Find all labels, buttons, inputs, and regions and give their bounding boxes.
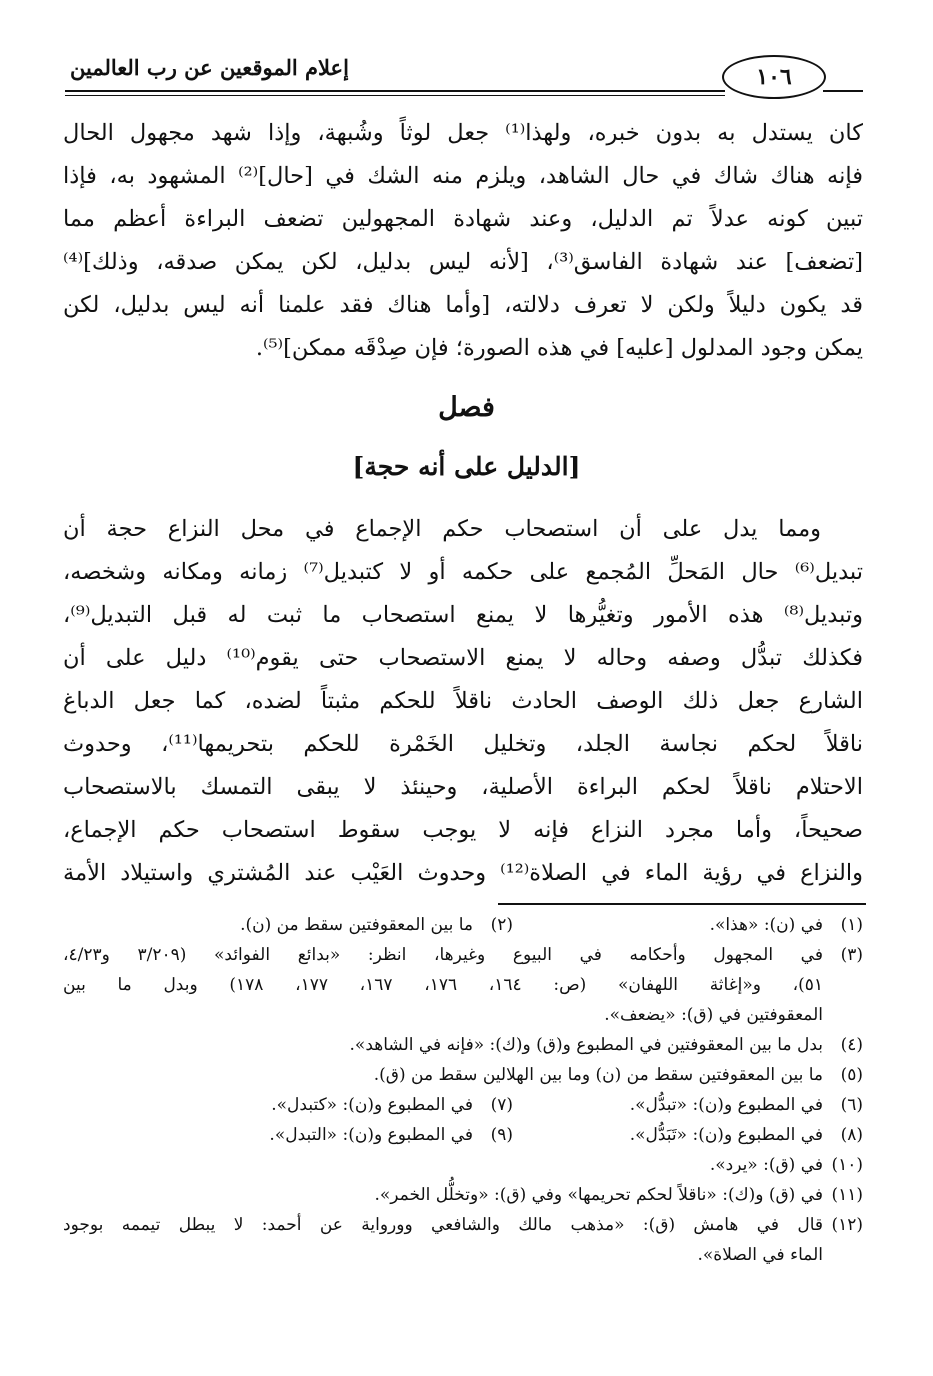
text-line: فكذلك تبدُّل وصفه وحاله لا يمنع الاستصحاب حتى يقوم⁽¹⁰⁾ دليل على أن [63, 645, 863, 671]
footnote-number: (٤) [840, 1035, 863, 1055]
footnote-text: قال في هامش (ق): «مذهب مالك والشافعي وورواية عن أحمد: لا يبطل تيممه بوجود [63, 1215, 823, 1235]
text-line: قد يكون دليلاً ولكن لا تعرف دلالته، [وأما هناك فقد علمنا أنه ليس بدليل، لكن [63, 292, 863, 318]
section-title: فصل [438, 392, 495, 423]
footnote-number: (١) [840, 915, 863, 935]
header-rule-thin [65, 95, 725, 96]
page-number: ١٠٦ [756, 64, 792, 90]
footnote-number: (٧) [490, 1095, 513, 1115]
footnote-6 [513, 1090, 863, 1120]
text-line: الاحتلام ناقلاً لحكم البراءة الأصلية، وحينئذ لا يبقى التمسك بالاستصحاب [63, 774, 863, 800]
footnote-number: (١٠) [831, 1155, 863, 1175]
footnote-text: في (ق) و(ك): «ناقلاً لحكم تحريمها» وفي (ق): «وتخلُّل الخمر». [374, 1185, 823, 1205]
footnote-2 [240, 910, 513, 940]
footnote-12 [63, 1210, 863, 1240]
footnotes [63, 910, 863, 1270]
footnote-text: في المطبوع و(ن): «تبدُّل». [629, 1095, 823, 1115]
footnote-continuation: ٥١)، و«إغاثة اللهفان» (ص: ١٦٤، ١٧٦، ١٦٧، ١٧٧، ١٧٨) وبدل ما بين [63, 975, 824, 995]
text-line: تبين كونه عدلاً تم الدليل، وعند شهادة المجهولين تضعف البراءة أعظم مما [63, 206, 863, 232]
footnote-5 [63, 1060, 863, 1090]
paragraph-1 [63, 112, 863, 370]
footnote-continuation: الماء في الصلاة». [697, 1245, 823, 1265]
paragraph-2 [63, 508, 863, 895]
footnote-number: (٣) [840, 945, 863, 965]
footnote-row [63, 1120, 863, 1150]
footnote-text: ما بين المعقوفتين سقط من (ن) وما بين الهلالين سقط من (ق). [373, 1065, 823, 1085]
text-line: كان يستدل به بدون خبره، ولهذا⁽¹⁾ جعل لوثاً وشُبهة، وإذا شهد مجهول الحال [63, 120, 863, 146]
footnote-number: (١١) [831, 1185, 863, 1205]
text-line: الشارع جعل ذلك الوصف الحادث ناقلاً للحكم مثبتاً لضده، كما جعل الدباغ [63, 688, 863, 714]
text-line: [تضعف] عند شهادة الفاسق⁽³⁾، [لأنه ليس بدليل، لكن يمكن صدقه، وذلك]⁽⁴⁾ [63, 249, 863, 275]
footnote-separator [498, 903, 866, 905]
footnote-text: في (ن): «هذا». [709, 915, 823, 935]
text-line: وتبديل⁽⁸⁾ هذه الأمور وتغيُّرها لا يمنع استصحاب ما ثبت له قبل التبديل⁽⁹⁾، [63, 602, 863, 628]
footnote-text: في المطبوع و(ن): «التبدل». [269, 1125, 473, 1145]
footnote-text: بدل ما بين المعقوفتين في المطبوع و(ق) و(ك): «فإنه في الشاهد». [349, 1035, 823, 1055]
page-number-badge [722, 55, 826, 99]
footnote-number: (٥) [840, 1065, 863, 1085]
text-line: ناقلاً لحكم نجاسة الجلد، وتخليل الخَمْرة للحكم بتحريمها⁽¹¹⁾، وحدوث [63, 731, 863, 757]
text-line: والنزاع في رؤية الماء في الصلاة⁽¹²⁾ وحدوث العَيْب عند المُشتري واستيلاد الأمة [63, 860, 863, 886]
text-line: يمكن وجود المدلول [عليه] في هذه الصورة؛ فإن صِدْقَه ممكن]⁽⁵⁾. [255, 335, 863, 361]
footnote-text: في المطبوع و(ن): «كتبدل». [271, 1095, 473, 1115]
section-subtitle: [الدليل على أنه حجة] [352, 452, 581, 481]
footnote-row [63, 910, 863, 940]
footnote-4 [63, 1030, 863, 1060]
footnote-number: (٦) [840, 1095, 863, 1115]
footnote-text: في المطبوع و(ن): «تَبَدُّل». [629, 1125, 823, 1145]
footnote-9 [269, 1120, 513, 1150]
text-line: تبديل⁽⁶⁾ حال المَحلِّ المُجمع على حكمه أو لا كتبديل⁽⁷⁾ زمانه ومكانه وشخصه، [63, 559, 863, 585]
text-line: ومما يدل على أن استصحاب حكم الإجماع في محل النزاع حجة أن [63, 516, 821, 542]
footnote-continuation: المعقوفتين في (ق): «يضعف». [604, 1005, 823, 1025]
footnote-number: (٨) [840, 1125, 863, 1145]
header-rule-tail [823, 90, 863, 92]
footnote-number: (١٢) [831, 1215, 863, 1235]
footnote-number: (٢) [490, 915, 513, 935]
footnote-8 [513, 1120, 863, 1150]
text-line: صحيحاً، وأما مجرد النزاع فإنه لا يوجب سقوط استصحاب حكم الإجماع، [63, 817, 863, 843]
footnote-7 [271, 1090, 513, 1120]
footnote-number: (٩) [490, 1125, 513, 1145]
running-title: إعلام الموقعين عن رب العالمين [70, 55, 349, 80]
footnote-row [63, 1090, 863, 1120]
footnote-text: في المجهول وأحكامه في البيوع وغيرها، انظر: «بدائع الفوائد» (٣/٢٠٩ و٤/٢٣، [63, 945, 823, 965]
footnote-text: في (ق): «يرد». [709, 1155, 823, 1175]
footnote-text: ما بين المعقوفتين سقط من (ن). [240, 915, 473, 935]
footnote-10 [63, 1150, 863, 1180]
footnote-3 [63, 940, 863, 970]
text-line: فإنه هناك شاك في حال الشاهد، ويلزم منه الشك في [حال]⁽²⁾ المشهود به، فإذا [63, 163, 863, 189]
header-rule [65, 90, 725, 92]
footnote-11 [63, 1180, 863, 1210]
footnote-1 [513, 910, 863, 940]
